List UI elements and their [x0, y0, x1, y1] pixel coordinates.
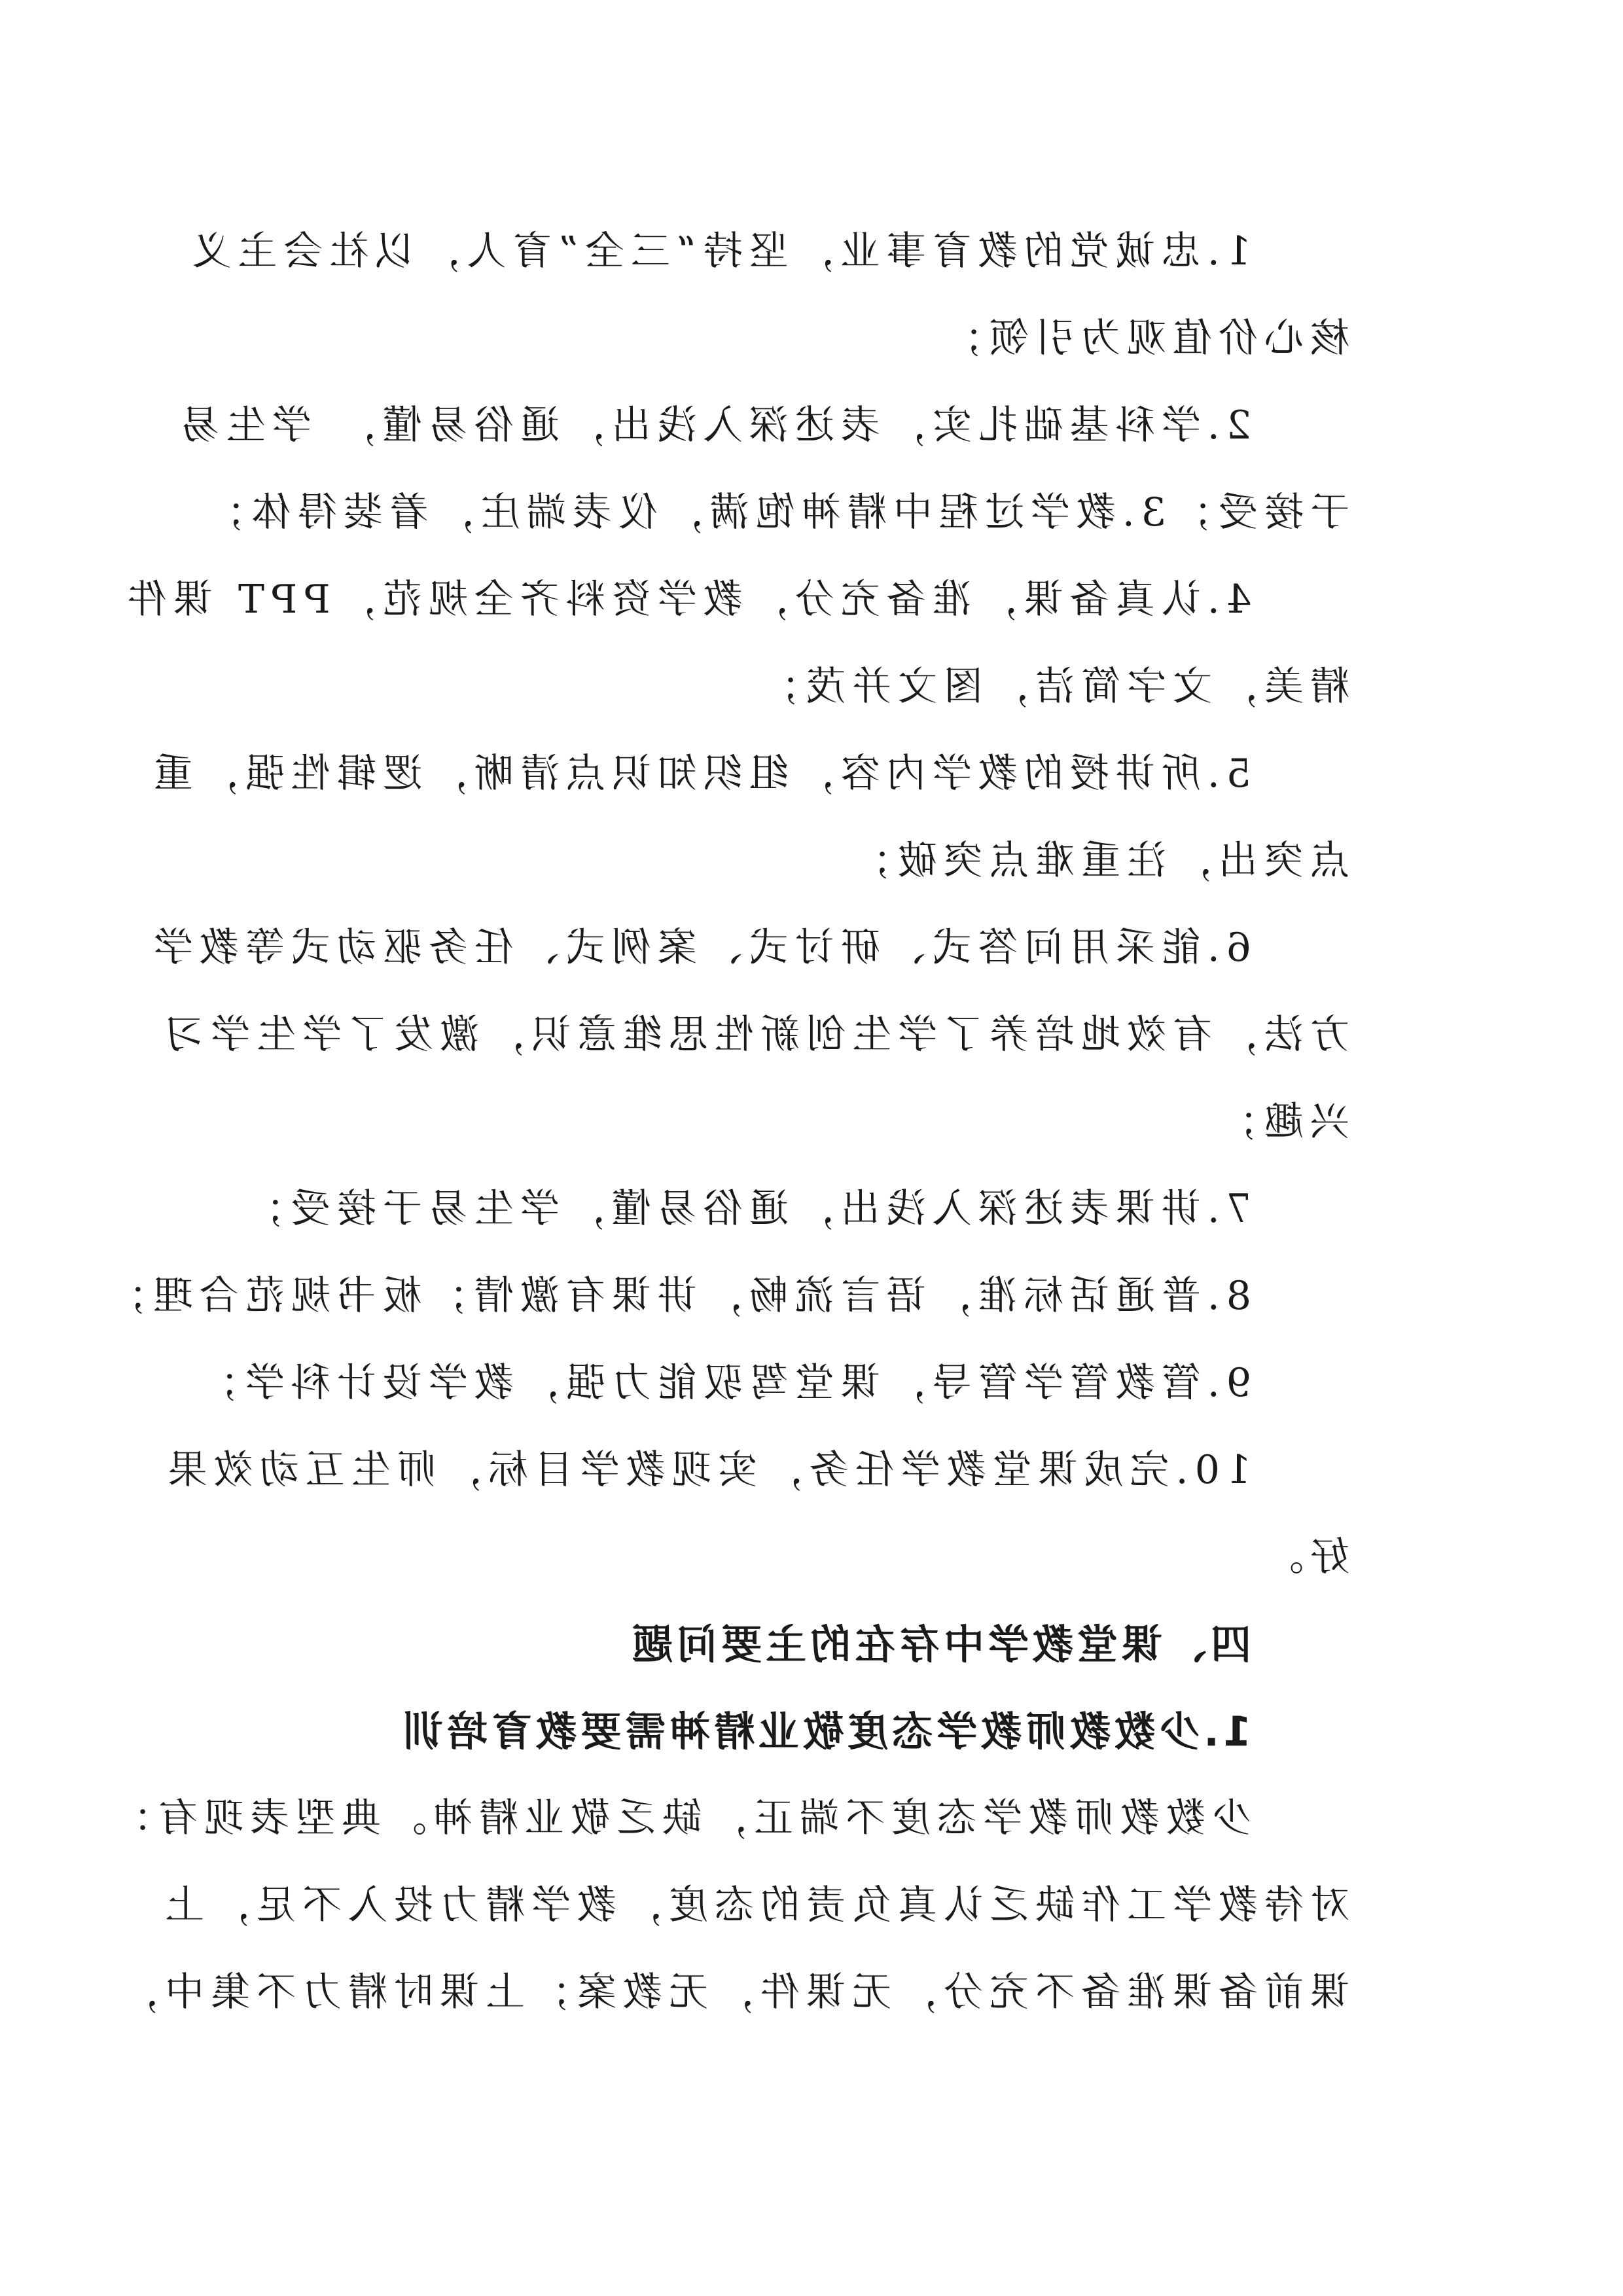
list-item-10-line-1: 10.完成课堂教学任务，实现教学目标，师生互动效果 — [161, 1447, 1251, 1493]
document-body — [101, 208, 1349, 2036]
paragraph-line-1: 少数教师教学态度不端正，缺乏敬业精神。典型表现有： — [106, 1795, 1251, 1841]
list-item-10-line-2: 好。 — [1258, 1534, 1349, 1580]
list-item-8: 8.普通话标准，语言流畅，讲课有激情；板书规范合理； — [101, 1273, 1251, 1319]
list-item-5-line-1: 5.所讲授的教学内容，组织知识点清晰，逻辑性强，重 — [147, 751, 1251, 797]
list-item-6-line-1: 6.能采用问答式、研讨式、案例式、任务驱动式等教学 — [147, 925, 1251, 971]
list-item-2-line-1: 2.学科基础扎实，表述深入浅出，通俗易懂， 学生易 — [173, 403, 1251, 448]
list-item-4-line-1: 4.认真备课，准备充分，教学资料齐全规范，PPT 课件 — [120, 577, 1251, 622]
list-item-7: 7.讲课表述深入浅出，通俗易懂，学生易于接受； — [238, 1186, 1251, 1232]
paragraph-line-2: 对待教学工作缺乏认真负责的态度，教学精力投入不足，上 — [158, 1882, 1349, 1928]
list-item-5-line-2: 点突出，注重难点突破； — [846, 838, 1349, 884]
list-item-6-line-2: 方法，有效地培养了学生创新性思维意识，激发了学生学习 — [158, 1012, 1349, 1058]
list-item-1-line-1: 1.忠诚党的教育事业，坚持“三全”育人，以社会主义 — [185, 228, 1251, 274]
list-item-2-3-line: 于接受；3.教学过程中精神饱满，仪表端庄，着装得体； — [199, 490, 1349, 535]
section-heading: 四、课堂教学中存在的主要问题 — [628, 1621, 1251, 1668]
list-item-1-line-2: 核心价值观为引领； — [937, 315, 1349, 361]
list-item-9: 9.管教管学管导，课堂驾驭能力强，教学设计科学； — [192, 1360, 1251, 1406]
paragraph-line-3: 课前备课准备不充分，无课件，无教案；上课时精力不集中， — [113, 1969, 1349, 2015]
sub-heading: 1.少数教师教学态度敬业精神需要教育培训 — [399, 1708, 1251, 1755]
list-item-4-line-2: 精美，文字简洁，图文并茂； — [754, 664, 1349, 709]
list-item-6-line-3: 兴趣； — [1212, 1099, 1349, 1145]
